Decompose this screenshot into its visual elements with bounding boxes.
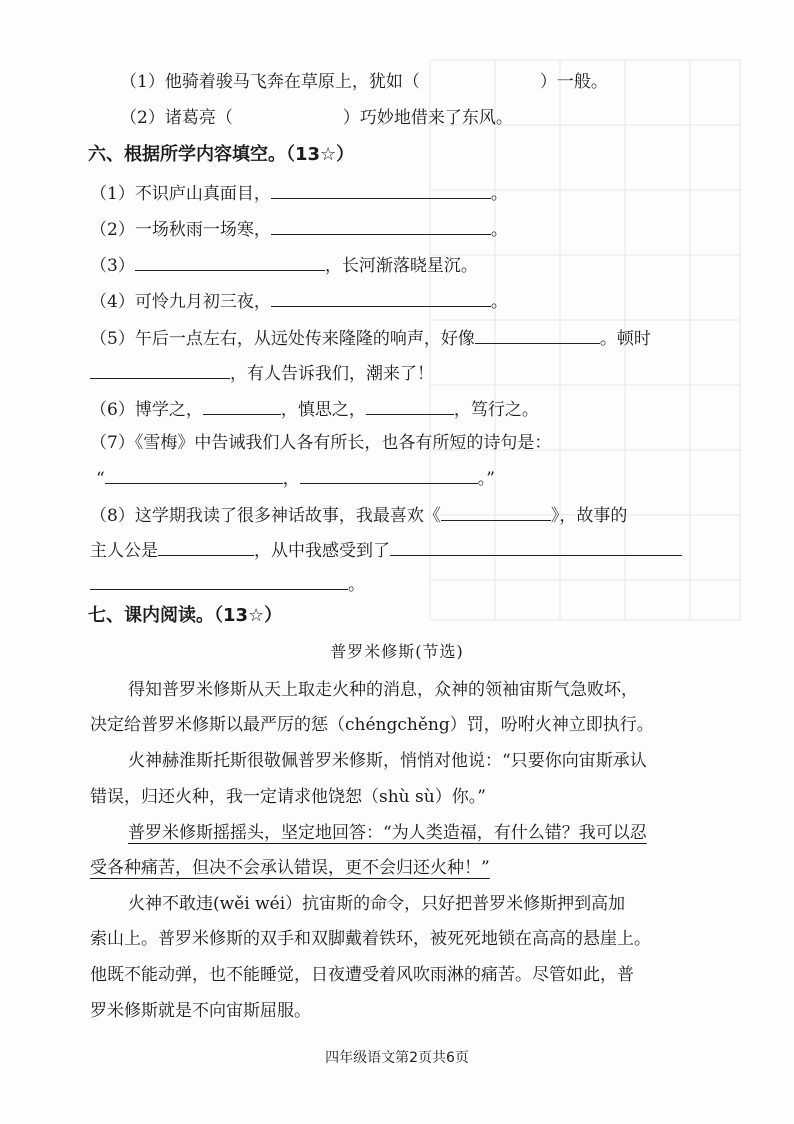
passage-line: 罗米修斯就是不向宙斯屈服。	[90, 1001, 311, 1021]
section6-q7-line1: （7）《雪梅》中告诫我们人各有所长，也各有所短的诗句是：	[90, 433, 552, 453]
section7-heading: 七、课内阅读。（13☆）	[88, 605, 283, 626]
section6-q1: （1）不识庐山真面目， 。	[90, 180, 508, 206]
section6-q8-line2: 主人公是 ，从中我感受到了	[90, 537, 682, 563]
passage-line: 得知普罗米修斯从天上取走火种的消息，众神的领袖宙斯气急败坏，	[128, 680, 638, 700]
section5-q1: （1）他骑着骏马飞奔在草原上，犹如（ ）一般。	[120, 72, 608, 92]
section6-q5-line1: （5）午后一点左右，从远处传来隆隆的响声，好像 。顿时	[90, 325, 651, 351]
section6-q6: （6）博学之， ，慎思之， ，笃行之。	[90, 396, 539, 422]
fill-blank[interactable]	[271, 180, 491, 199]
passage-line: 火神不敢违(wěi wéi）抗宙斯的命令，只好把普罗米修斯押到高加	[128, 894, 626, 914]
passage-line: 错误，归还火种，我一定请求他饶恕（shù sù）你。”	[90, 787, 486, 807]
section6-q8-line1: （8）这学期我读了很多神话故事，我最喜欢《 》，故事的	[90, 502, 627, 528]
underlined-passage-line: 受各种痛苦，但决不会承认错误，更不会归还火种！”	[90, 858, 490, 878]
fill-blank[interactable]	[366, 396, 454, 415]
fill-blank[interactable]	[271, 288, 491, 307]
page-footer: 四年级语文第2页共6页	[325, 1050, 469, 1066]
fill-blank[interactable]	[90, 360, 230, 379]
fill-blank[interactable]	[271, 216, 491, 235]
fill-blank[interactable]	[300, 465, 478, 484]
fill-blank[interactable]	[475, 325, 600, 344]
fill-blank[interactable]	[90, 571, 348, 590]
section6-q4: （4）可怜九月初三夜， 。	[90, 288, 508, 314]
fill-blank[interactable]	[441, 502, 551, 521]
passage-line: 决定给普罗米修斯以最严厉的惩（chéngchěng）罚，吩咐火神立即执行。	[90, 715, 654, 735]
section6-q8-line3: 。	[90, 571, 365, 597]
section6-q5-line2: ，有人告诉我们，潮来了！	[90, 360, 434, 386]
fill-blank[interactable]	[390, 537, 682, 556]
section6-q2: （2）一场秋雨一场寒， 。	[90, 216, 508, 242]
fill-blank[interactable]	[105, 465, 283, 484]
passage-line: 火神赫淮斯托斯很敬佩普罗米修斯，悄悄对他说：“只要你向宙斯承认	[128, 751, 647, 771]
underlined-passage-line: 普罗米修斯摇摇头，坚定地回答：“为人类造福，有什么错？我可以忍	[128, 823, 647, 843]
passage-line: 索山上。普罗米修斯的双手和双脚戴着铁环，被死死地锁在高高的悬崖上。	[90, 929, 651, 949]
section5-q2: （2）诸葛亮（ ）巧妙地借来了东风。	[120, 108, 513, 128]
fill-blank[interactable]	[203, 396, 281, 415]
section6-q7-line2: “ ， 。”	[96, 465, 495, 491]
section6-q3: （3） ，长河渐落晓星沉。	[90, 252, 478, 278]
fill-blank[interactable]	[158, 537, 254, 556]
fill-blank[interactable]	[135, 252, 325, 271]
passage-title: 普罗米修斯(节选)	[330, 642, 464, 661]
section6-heading: 六、根据所学内容填空。（13☆）	[88, 144, 355, 165]
passage-line: 他既不能动弹，也不能睡觉，日夜遭受着风吹雨淋的痛苦。尽管如此，普	[90, 965, 634, 985]
